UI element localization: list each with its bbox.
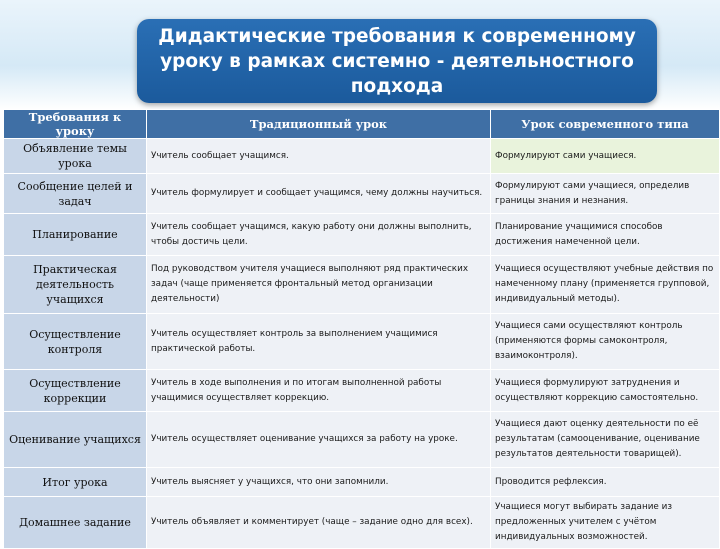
traditional-cell: Учитель в ходе выполнения и по итогам выполненной работы учащимися осуществляет коррекцию. xyxy=(147,370,491,412)
header-requirements: Требования к уроку xyxy=(4,110,147,139)
modern-cell: Формулируют сами учащиеся, определив границы знания и незнания. xyxy=(491,174,720,214)
modern-cell: Проводится рефлексия. xyxy=(491,468,720,497)
modern-cell: Формулируют сами учащиеся. xyxy=(491,139,720,174)
requirement-cell: Осуществление контроля xyxy=(4,314,147,370)
traditional-cell: Учитель осуществляет контроль за выполнением учащимися практической работы. xyxy=(147,314,491,370)
modern-cell: Учащиеся формулируют затруднения и осуществляют коррекцию самостоятельно. xyxy=(491,370,720,412)
table-row xyxy=(4,412,720,468)
traditional-cell: Под руководством учителя учащиеся выполняют ряд практических задач (чаще применяется фронтальный метод организации деятельности) xyxy=(147,256,491,314)
requirement-cell: Практическая деятельность учащихся xyxy=(4,256,147,314)
modern-cell: Учащиеся сами осуществляют контроль (применяются формы самоконтроля, взаимоконтроля). xyxy=(491,314,720,370)
requirement-cell: Итог урока xyxy=(4,468,147,497)
traditional-cell: Учитель выясняет у учащихся, что они запомнили. xyxy=(147,468,491,497)
traditional-cell: Учитель сообщает учащимся. xyxy=(147,139,491,174)
table-row xyxy=(4,174,720,214)
header-modern: Урок современного типа xyxy=(491,110,720,139)
table-row xyxy=(4,497,720,549)
traditional-cell: Учитель формулирует и сообщает учащимся, чему должны научиться. xyxy=(147,174,491,214)
traditional-cell: Учитель сообщает учащимся, какую работу они должны выполнить, чтобы достичь цели. xyxy=(147,214,491,256)
title-banner xyxy=(137,19,657,103)
modern-cell: Планирование учащимися способов достижения намеченной цели. xyxy=(491,214,720,256)
table-row xyxy=(4,314,720,370)
table-header-row xyxy=(4,110,720,139)
modern-cell: Учащиеся могут выбирать задание из предложенных учителем с учётом индивидуальных возможностей. xyxy=(491,497,720,549)
requirement-cell: Планирование xyxy=(4,214,147,256)
modern-cell: Учащиеся осуществляют учебные действия по намеченному плану (применяется групповой, индивидуальный методы). xyxy=(491,256,720,314)
requirement-cell: Домашнее задание xyxy=(4,497,147,549)
table-row xyxy=(4,139,720,174)
page-title: Дидактические требования к современному уроку в рамках системно - деятельностного подхода xyxy=(158,25,636,97)
traditional-cell: Учитель осуществляет оценивание учащихся за работу на уроке. xyxy=(147,412,491,468)
header-traditional: Традиционный урок xyxy=(147,110,491,139)
requirements-table xyxy=(3,109,720,549)
table-row xyxy=(4,370,720,412)
requirement-cell: Оценивание учащихся xyxy=(4,412,147,468)
traditional-cell: Учитель объявляет и комментирует (чаще – задание одно для всех). xyxy=(147,497,491,549)
table-row xyxy=(4,256,720,314)
requirement-cell: Объявление темы урока xyxy=(4,139,147,174)
table-row xyxy=(4,468,720,497)
requirement-cell: Осуществление коррекции xyxy=(4,370,147,412)
modern-cell: Учащиеся дают оценку деятельности по её результатам (самооценивание, оценивание результатов деятельности товарищей). xyxy=(491,412,720,468)
requirement-cell: Сообщение целей и задач xyxy=(4,174,147,214)
table-row xyxy=(4,214,720,256)
